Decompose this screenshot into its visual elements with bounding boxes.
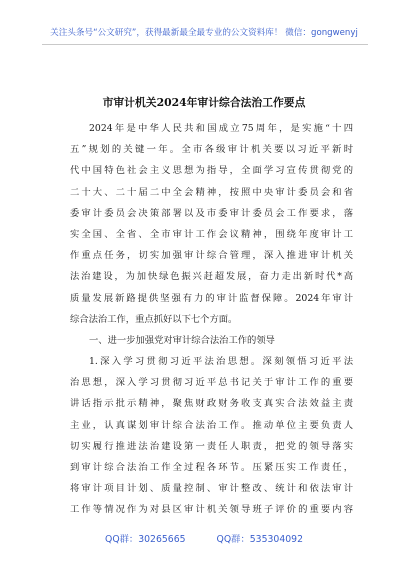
body-line: 作重点任务，切实加强审计综合管理，深入推进审计机关 [70, 250, 353, 262]
body-line: 综合法治工作，重点抓好以下七个方面。 [70, 313, 238, 325]
body-line: 五”规划的关键一年。全市各级审计机关要以习近平新时 [70, 144, 353, 156]
body-line: 将审计项目计划、质量控制、审计整改、统计和依法审计 [70, 483, 353, 495]
body-line: 实全国、全省、全市审计工作会议精神，围绕年度审计工 [70, 228, 353, 240]
body-line: 1.深入学习贯彻习近平法治思想。深刻领悟习近平法 [89, 356, 353, 368]
body-line: 2024年是中华人民共和国成立75周年，是实施“十四 [89, 123, 353, 134]
body-line: 治思想，深入学习贯彻习近平总书记关于审计工作的重要 [70, 377, 353, 389]
body-line: 讲话指示批示精神，聚焦财政财务收支真实合法效益主责 [70, 398, 353, 410]
footer-qq-group-1: QQ群：30265665 [105, 534, 186, 545]
document-body [70, 118, 353, 521]
body-line: 切实履行推进法治建设第一责任人职责，把党的领导落实 [70, 440, 353, 452]
body-line: 一、进一步加强党对审计综合法治工作的领导 [89, 334, 275, 346]
body-line: 工作等情况作为对县区审计机关领导班子评价的重要内容 [70, 504, 353, 516]
body-line: 到审计综合法治工作全过程各环节。压紧压实工作责任， [70, 462, 353, 473]
body-line: 二十大、二十届二中全会精神，按照中央审计委员会和省 [70, 186, 353, 198]
footer-qq-group-2: QQ群：535304092 [216, 534, 303, 545]
body-line: 代中国特色社会主义思想为指导，全面学习宣传贯彻党的 [70, 165, 353, 177]
header-promo-note: 关注头条号“公文研究”，获得最新最全最专业的公文资料库！ 微信：gongwenyj [50, 28, 358, 38]
body-line: 质量发展新路提供坚强有力的审计监督保障。2024年审计 [70, 292, 353, 304]
document-title: 市审计机关2024年审计综合法治工作要点 [102, 96, 306, 109]
body-line: 法治建设，为加快绿色振兴赶超发展，奋力走出新时代*高 [70, 271, 353, 283]
body-line: 委审计委员会决策部署以及市委审计委员会工作要求，落 [70, 207, 353, 219]
header-divider [42, 44, 368, 45]
body-line: 主业，认真谋划审计综合法治工作。推动单位主要负责人 [70, 419, 353, 431]
footer-contact [0, 531, 408, 545]
